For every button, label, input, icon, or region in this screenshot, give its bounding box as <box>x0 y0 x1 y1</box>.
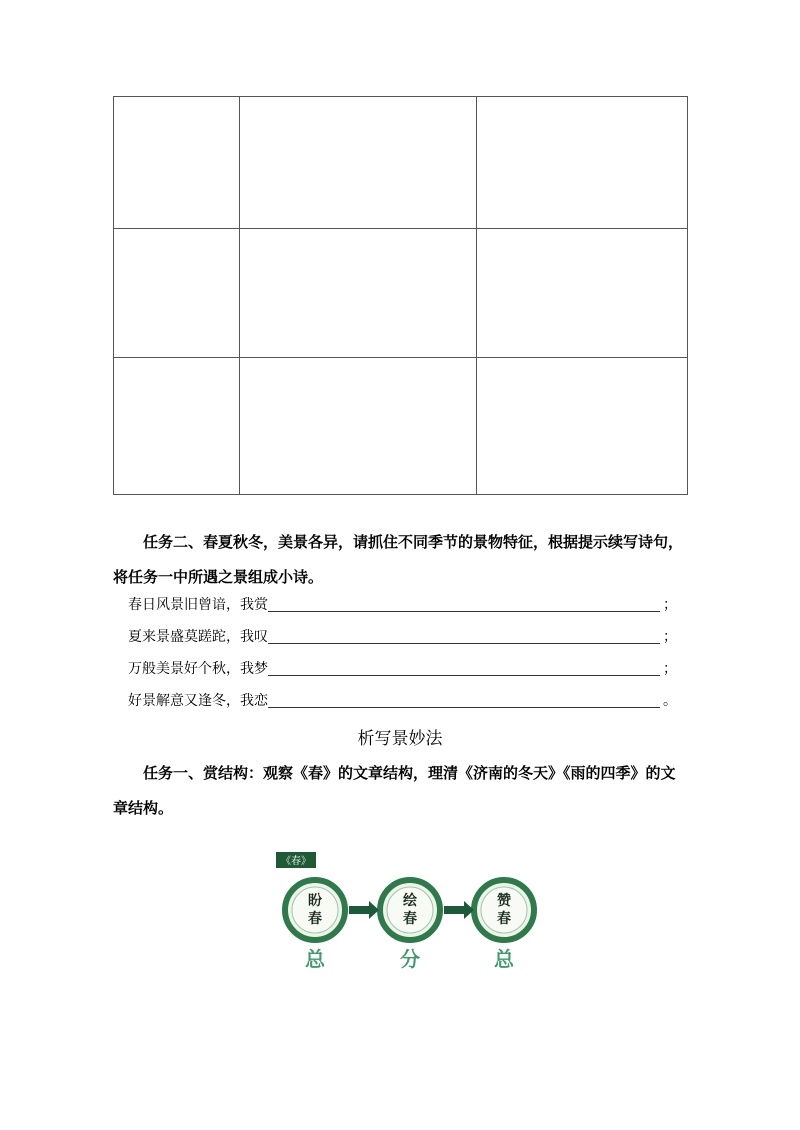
table-cell[interactable] <box>240 97 477 229</box>
answer-blank[interactable] <box>268 693 660 708</box>
node-text-2b: 春 <box>403 911 417 927</box>
table-cell[interactable] <box>114 358 240 495</box>
table-cell[interactable] <box>240 229 477 358</box>
poem-line-1 <box>128 594 688 614</box>
task2-instruction <box>113 525 693 595</box>
task1-line1: 任务一、赏结构：观察《春》的文章结构，理清《济南的冬天》《雨的四季》的文 <box>143 764 676 782</box>
task1-instruction <box>113 756 693 826</box>
table-cell[interactable] <box>477 97 688 229</box>
node-label-3: 总 <box>494 947 514 971</box>
blank-table <box>113 96 688 495</box>
poem-prefix: 好景解意又逢冬，我恋 <box>128 693 268 709</box>
node-text-1: 盼 <box>308 893 322 909</box>
poem-end: 。 <box>663 693 677 709</box>
poem-line-2 <box>128 626 688 646</box>
node-text-2: 绘 <box>403 893 417 909</box>
diagram-tag: 《春》 <box>281 856 311 867</box>
poem-end: ； <box>663 629 677 645</box>
answer-blank[interactable] <box>268 661 660 676</box>
structure-diagram <box>270 848 560 978</box>
node-text-3b: 春 <box>497 911 511 927</box>
section-title: 析写景妙法 <box>357 729 443 749</box>
poem-line-3 <box>128 658 688 678</box>
diagram-node-1 <box>285 880 345 940</box>
poem-prefix: 夏来景盛莫蹉跎，我叹 <box>128 629 268 645</box>
arrow-right-icon <box>349 901 379 919</box>
poem-line-4 <box>128 690 688 710</box>
table-cell[interactable] <box>477 229 688 358</box>
poem-prefix: 春日风景旧曾谙，我赏 <box>128 597 268 613</box>
poem-end: ； <box>663 661 677 677</box>
table-cell[interactable] <box>477 358 688 495</box>
node-text-1b: 春 <box>308 911 322 927</box>
task1-line2: 章结构。 <box>113 799 174 817</box>
poem-prefix: 万般美景好个秋，我梦 <box>128 661 268 677</box>
diagram-node-3 <box>474 880 534 940</box>
diagram-node-2 <box>380 880 440 940</box>
node-text-3: 赞 <box>497 893 511 909</box>
table-cell[interactable] <box>240 358 477 495</box>
arrow-right-icon <box>444 901 474 919</box>
answer-blank[interactable] <box>268 597 660 612</box>
table-cell[interactable] <box>114 97 240 229</box>
node-label-1: 总 <box>305 947 325 971</box>
table-cell[interactable] <box>114 229 240 358</box>
task2-line2: 将任务一中所遇之景组成小诗。 <box>113 568 324 586</box>
answer-blank[interactable] <box>268 629 660 644</box>
node-label-2: 分 <box>400 947 420 971</box>
task2-line1: 任务二、春夏秋冬，美景各异，请抓住不同季节的景物特征，根据提示续写诗句， <box>143 533 684 551</box>
poem-end: ； <box>663 597 677 613</box>
